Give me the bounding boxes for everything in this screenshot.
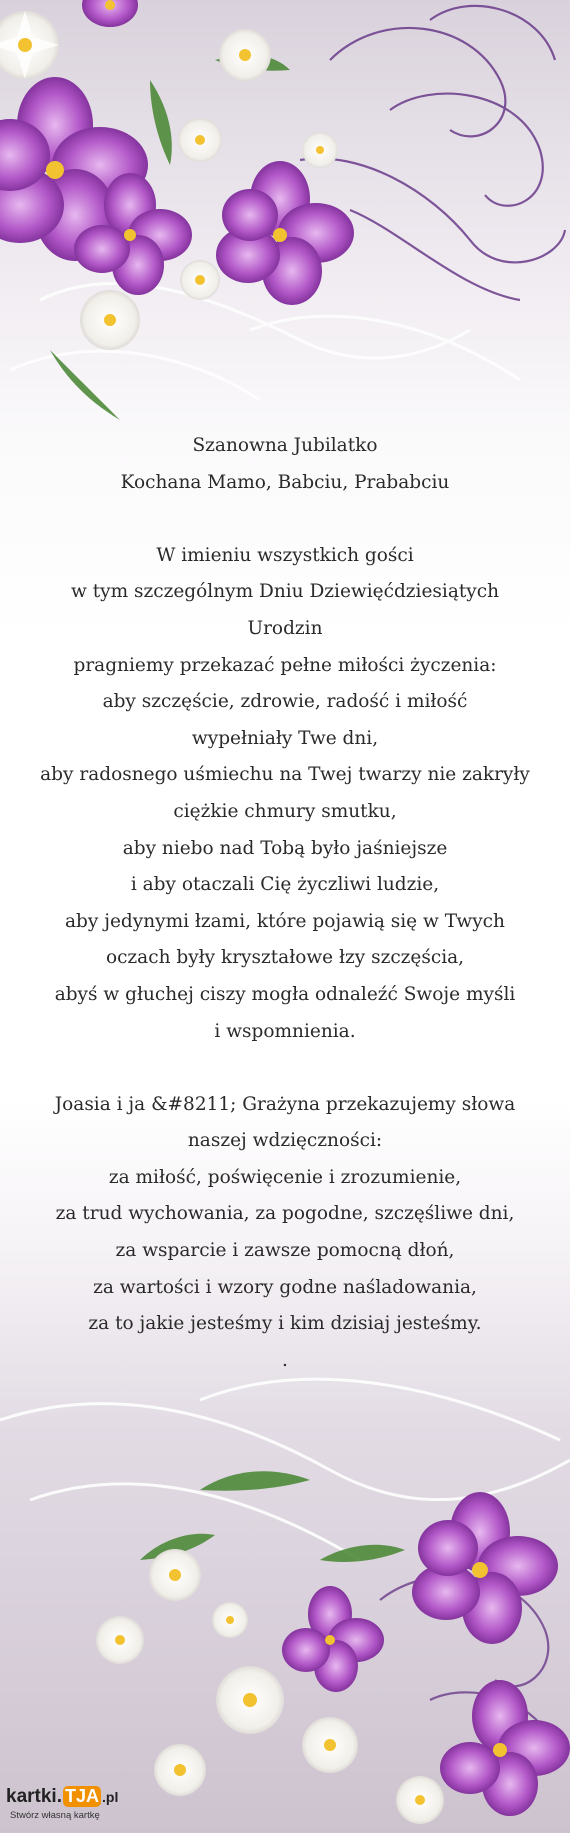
gratitude-line: naszej wdzięczności: bbox=[187, 1130, 383, 1152]
wish-line: aby szczęście, zdrowie, radość i miłość bbox=[102, 691, 468, 713]
bottom-white-flowers bbox=[96, 1549, 444, 1824]
wish-line: ciężkie chmury smutku, bbox=[173, 800, 397, 822]
gratitude-line: za miłość, poświęcenie i zrozumienie, bbox=[108, 1166, 462, 1188]
logo-brand-prefix: kartki. bbox=[6, 1786, 62, 1807]
gratitude-line: za wartości i wzory godne naśladowania, bbox=[93, 1276, 477, 1298]
wish-line: oczach były kryształowe łzy szczęścia, bbox=[105, 947, 465, 969]
blank-line bbox=[0, 1050, 570, 1087]
kartki-logo[interactable] bbox=[6, 1782, 126, 1830]
gratitude-line: za wsparcie i zawsze pomocną dłoń, bbox=[115, 1240, 455, 1262]
greeting-line: Szanowna Jubilatko bbox=[192, 435, 378, 456]
wish-line: i wspomnienia. bbox=[214, 1020, 356, 1042]
logo-badge: TJA bbox=[64, 1786, 99, 1806]
wish-line: wypełniały Twe dni, bbox=[191, 727, 379, 749]
wish-line: i aby otaczali Cię życzliwi ludzie, bbox=[130, 874, 440, 896]
gratitude-line: Joasia i ja &#8211; Grażyna przekazujemy słowa bbox=[54, 1093, 516, 1115]
card-text bbox=[0, 428, 570, 1379]
wish-line: W imieniu wszystkich gości bbox=[156, 544, 414, 566]
logo-brand bbox=[6, 1786, 118, 1808]
top-light-swirls bbox=[10, 283, 520, 400]
gratitude-line: za trud wychowania, za pogodne, szczęśliwe dni, bbox=[55, 1203, 515, 1225]
wish-line: pragniemy przekazać pełne miłości życzenia: bbox=[73, 654, 497, 676]
wish-line: aby niebo nad Tobą było jaśniejsze bbox=[122, 837, 448, 859]
wish-line: aby jedynymi łzami, które pojawią się w Twych bbox=[65, 910, 505, 932]
logo-tagline: Stwórz własną kartkę bbox=[10, 1810, 100, 1821]
closing-dot: . bbox=[282, 1349, 288, 1371]
greeting-line: Kochana Mamo, Babciu, Prababciu bbox=[120, 471, 450, 493]
wish-line: aby radosnego uśmiechu na Twej twarzy nie zakryły bbox=[40, 764, 530, 786]
wish-line: w tym szczególnym Dniu Dziewięćdziesiątych bbox=[70, 581, 500, 603]
wish-line: Urodzin bbox=[247, 617, 323, 639]
blank-line bbox=[0, 501, 570, 538]
logo-tld: .pl bbox=[102, 1789, 119, 1805]
wish-line: abyś w głuchej ciszy mogła odnaleźć Swoje myśli bbox=[54, 983, 516, 1005]
gratitude-line: za to jakie jesteśmy i kim dzisiaj jesteśmy. bbox=[88, 1313, 482, 1335]
